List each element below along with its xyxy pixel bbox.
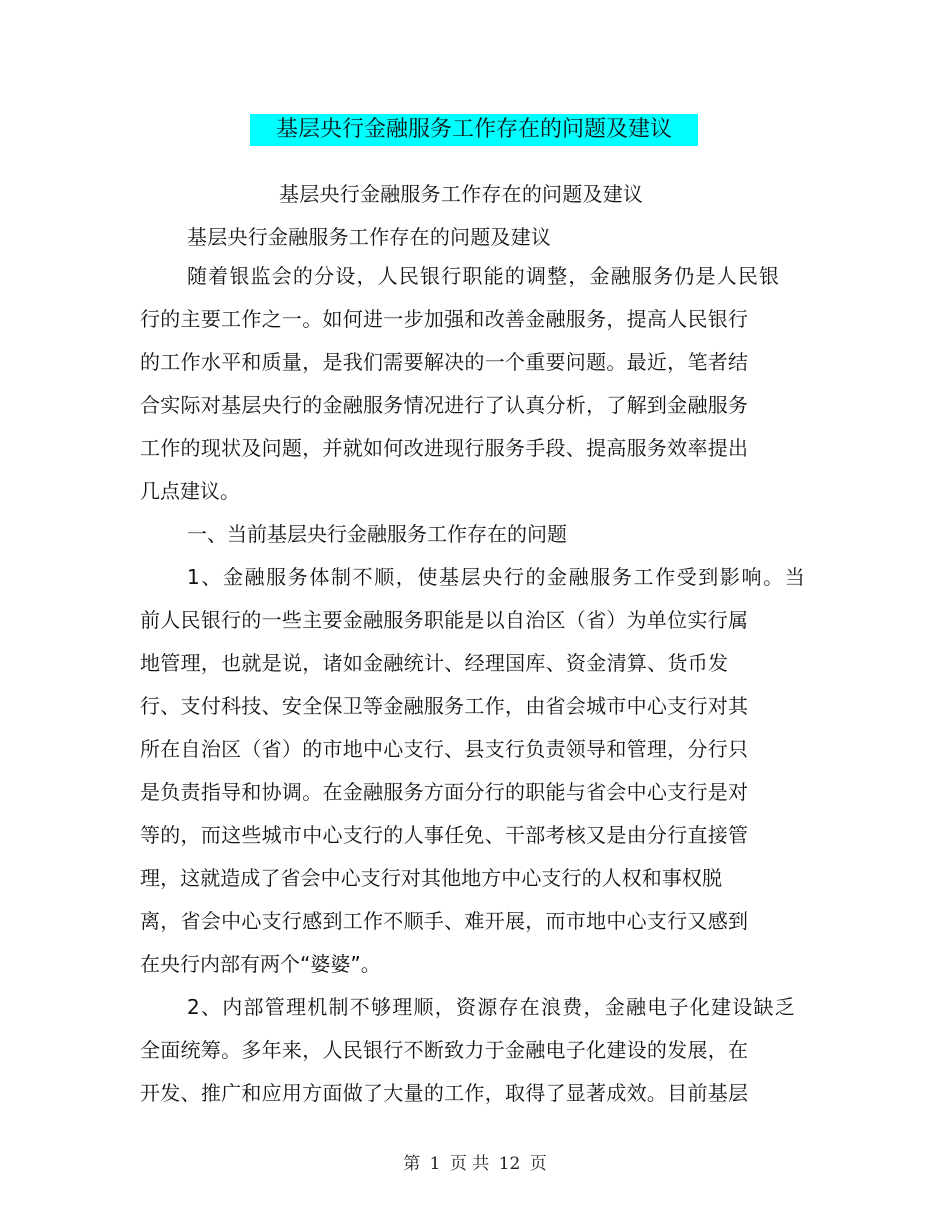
paragraph-line: 所在自治区（省）的市地中心支行、县支行负责领导和管理，分行只 [140,737,749,761]
paragraph-line: 合实际对基层央行的金融服务情况进行了认真分析，了解到金融服务 [140,393,749,417]
footer-prefix: 第 [403,1154,421,1174]
page-footer [0,1152,950,1176]
footer-page-number: 1 [429,1154,441,1174]
paragraph-line: 行、支付科技、安全保卫等金融服务工作，由省会城市中心支行对其 [140,694,749,718]
document-title [250,114,698,146]
footer-middle: 页 共 [449,1154,490,1174]
highlighted-title: 基层央行金融服务工作存在的问题及建议 [272,114,676,146]
paragraph-line: 1、金融服务体制不顺，使基层央行的金融服务工作受到影响。当 [187,565,807,589]
footer-total-pages: 12 [498,1154,521,1174]
subtitle-line: 基层央行金融服务工作存在的问题及建议 [279,182,644,206]
paragraph-line: 的工作水平和质量，是我们需要解决的一个重要问题。最近，笔者结 [140,350,749,374]
paragraph-line: 几点建议。 [140,479,240,503]
footer-suffix: 页 [529,1154,547,1174]
paragraph-line: 随着银监会的分设，人民银行职能的调整，金融服务仍是人民银 [187,264,781,288]
paragraph-line: 一、当前基层央行金融服务工作存在的问题 [187,522,567,546]
paragraph-line: 是负责指导和协调。在金融服务方面分行的职能与省会中心支行是对 [140,780,749,804]
paragraph-line: 前人民银行的一些主要金融服务职能是以自治区（省）为单位实行属 [140,608,749,632]
paragraph-line: 理，这就造成了省会中心支行对其他地方中心支行的人权和事权脱 [140,866,723,890]
paragraph-line: 行的主要工作之一。如何进一步加强和改善金融服务，提高人民银行 [140,307,749,331]
subtitle-line: 基层央行金融服务工作存在的问题及建议 [187,225,552,249]
paragraph-line: 开发、推广和应用方面做了大量的工作，取得了显著成效。目前基层 [140,1081,749,1105]
paragraph-line: 在央行内部有两个“婆婆”。 [140,952,381,976]
paragraph-line: 全面统筹。多年来，人民银行不断致力于金融电子化建设的发展，在 [140,1038,749,1062]
paragraph-line: 等的，而这些城市中心支行的人事任免、干部考核又是由分行直接管 [140,823,749,847]
paragraph-line: 离，省会中心支行感到工作不顺手、难开展，而市地中心支行又感到 [140,909,749,933]
paragraph-line: 2、内部管理机制不够理顺，资源存在浪费，金融电子化建设缺乏 [187,995,796,1019]
paragraph-line: 工作的现状及问题，并就如何改进现行服务手段、提高服务效率提出 [140,436,749,460]
paragraph-line: 地管理，也就是说，诸如金融统计、经理国库、资金清算、货币发 [140,651,729,675]
